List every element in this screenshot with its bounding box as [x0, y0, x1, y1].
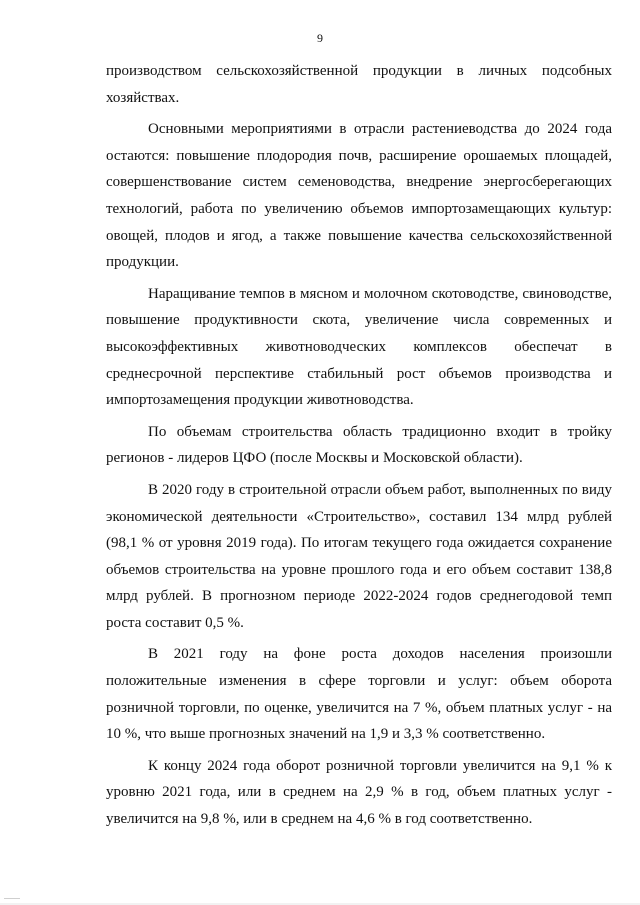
- document-body: [106, 58, 612, 833]
- paragraph-3: Наращивание темпов в мясном и молочном скотоводстве, свиноводстве, повышение продуктивности скота, увеличение числа современных и высокоэффективных животноводческих комплексов обеспечат в среднесрочной перспективе стабильный рост объемов производства и импортозамещения продукции животноводства.: [106, 285, 612, 409]
- paragraph-2: Основными мероприятиями в отрасли растениеводства до 2024 года остаются: повышение плодородия почв, расширение орошаемых площадей, совершенствование систем семеноводства, внедрение энергосберегающих технологий, работа по увеличению объемов импортозамещающих культур: овощей, плодов и ягод, а также повышение качества сельскохозяйственной продукции.: [106, 121, 612, 271]
- paragraph-4: По объемам строительства область традиционно входит в тройку регионов - лидеров ЦФО (после Москвы и Московской области).: [106, 423, 612, 467]
- paragraph-7: К концу 2024 года оборот розничной торговли увеличится на 9,1 % к уровню 2021 года, или в среднем на 2,9 % в год, объем платных услуг - увеличится на 9,8 %, или в среднем на 4,6 % в год соответственно.: [106, 757, 612, 828]
- paragraph-1: производством сельскохозяйственной продукции в личных подсобных хозяйствах.: [106, 63, 612, 106]
- page-number: 9: [317, 31, 323, 45]
- paragraph-6: В 2021 году на фоне роста доходов населения произошли положительные изменения в сфере торговли и услуг: объем оборота розничной торговли, по оценке, увеличится на 7 %, объем платных услуг - на 10 %, что выше прогнозных значений на 1,9 и 3,3 % соответственно.: [106, 646, 612, 743]
- scan-mark: [4, 898, 20, 899]
- paragraph-5: В 2020 году в строительной отрасли объем работ, выполненных по виду экономической деятельности «Строительство», составил 134 млрд рублей (98,1 % от уровня 2019 года). По итогам текущего года ожидается сохранение объемов строительства на уровне прошлого года и его объем составит 138,8 млрд рублей. В прогнозном периоде 2022-2024 годов среднегодовой темп роста составит 0,5 %.: [106, 481, 612, 631]
